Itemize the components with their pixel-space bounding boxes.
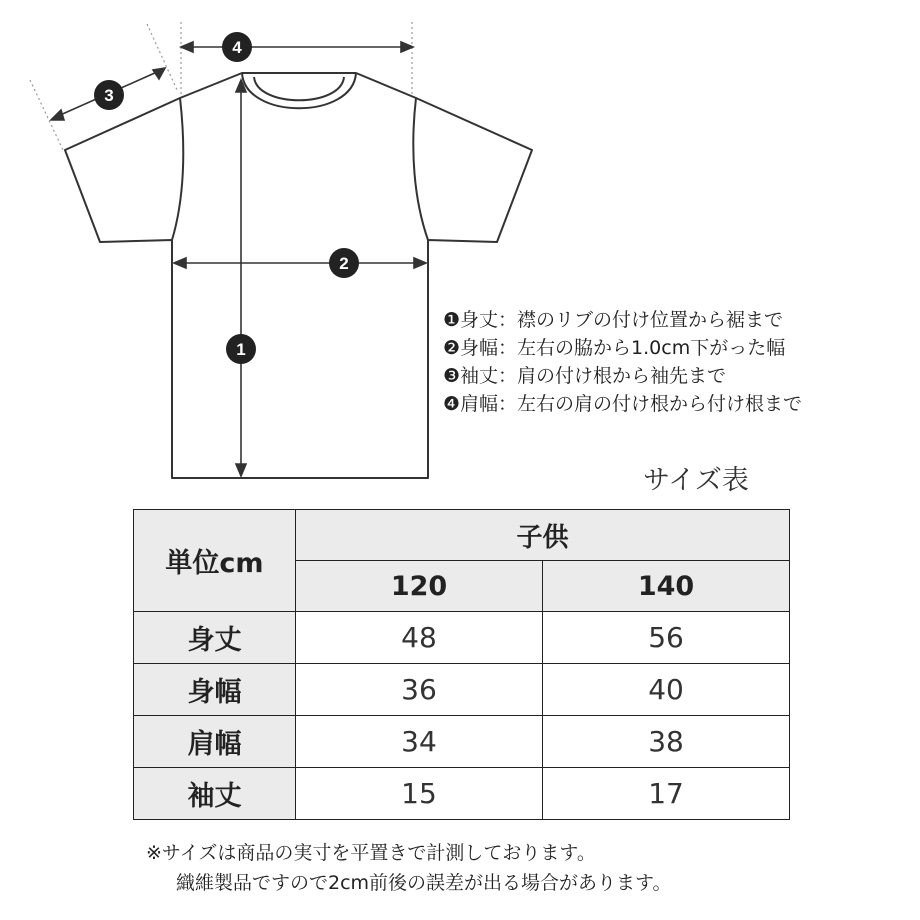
table-cell: 40 bbox=[543, 664, 790, 716]
legend-item-body-width bbox=[443, 334, 802, 362]
unit-label: 単位cm bbox=[134, 510, 296, 612]
table-row bbox=[134, 716, 790, 768]
table-row bbox=[134, 612, 790, 664]
table-cell: 34 bbox=[296, 716, 543, 768]
svg-text:3: 3 bbox=[104, 86, 114, 105]
size-table-title: サイズ表 bbox=[643, 465, 749, 496]
legend-number: ❹ bbox=[443, 393, 461, 415]
legend-number: ❶ bbox=[443, 309, 461, 331]
table-cell: 56 bbox=[543, 612, 790, 664]
size-column-header: 120 bbox=[296, 561, 543, 612]
row-label: 身幅 bbox=[134, 664, 296, 716]
legend-text: 身幅：左右の脇から1.0cm下がった幅 bbox=[460, 337, 786, 359]
table-cell: 17 bbox=[543, 768, 790, 820]
table-cell: 36 bbox=[296, 664, 543, 716]
legend-item-body-length bbox=[443, 306, 802, 334]
row-label: 身丈 bbox=[134, 612, 296, 664]
measurement-legend bbox=[443, 306, 802, 418]
table-row bbox=[134, 664, 790, 716]
note-line-2: 織維製品ですので2cm前後の誤差が出る場合があります。 bbox=[176, 872, 672, 894]
svg-text:1: 1 bbox=[236, 340, 246, 359]
row-label: 袖丈 bbox=[134, 768, 296, 820]
group-label: 子供 bbox=[296, 510, 790, 561]
legend-number: ❸ bbox=[443, 365, 461, 387]
shoulder-width-arrow bbox=[181, 42, 413, 52]
table-cell: 48 bbox=[296, 612, 543, 664]
legend-text: 肩幅：左右の肩の付け根から付け根まで bbox=[460, 393, 803, 415]
legend-item-shoulder-width bbox=[443, 390, 802, 418]
legend-text: 身丈：襟のリブの付け位置から裾まで bbox=[460, 309, 784, 331]
marker-3 bbox=[94, 80, 124, 110]
table-row bbox=[134, 768, 790, 820]
svg-text:4: 4 bbox=[232, 38, 242, 57]
marker-1 bbox=[226, 334, 256, 364]
marker-4 bbox=[222, 32, 252, 62]
row-label: 肩幅 bbox=[134, 716, 296, 768]
size-column-header: 140 bbox=[543, 561, 790, 612]
size-table bbox=[133, 509, 790, 820]
svg-text:2: 2 bbox=[339, 254, 349, 273]
table-cell: 38 bbox=[543, 716, 790, 768]
table-cell: 15 bbox=[296, 768, 543, 820]
legend-text: 袖丈：肩の付け根から袖先まで bbox=[460, 365, 727, 387]
marker-2 bbox=[329, 248, 359, 278]
note-line-1: ※サイズは商品の実寸を平置きで計測しております。 bbox=[146, 842, 596, 864]
legend-number: ❷ bbox=[443, 337, 461, 359]
legend-item-sleeve-length bbox=[443, 362, 802, 390]
